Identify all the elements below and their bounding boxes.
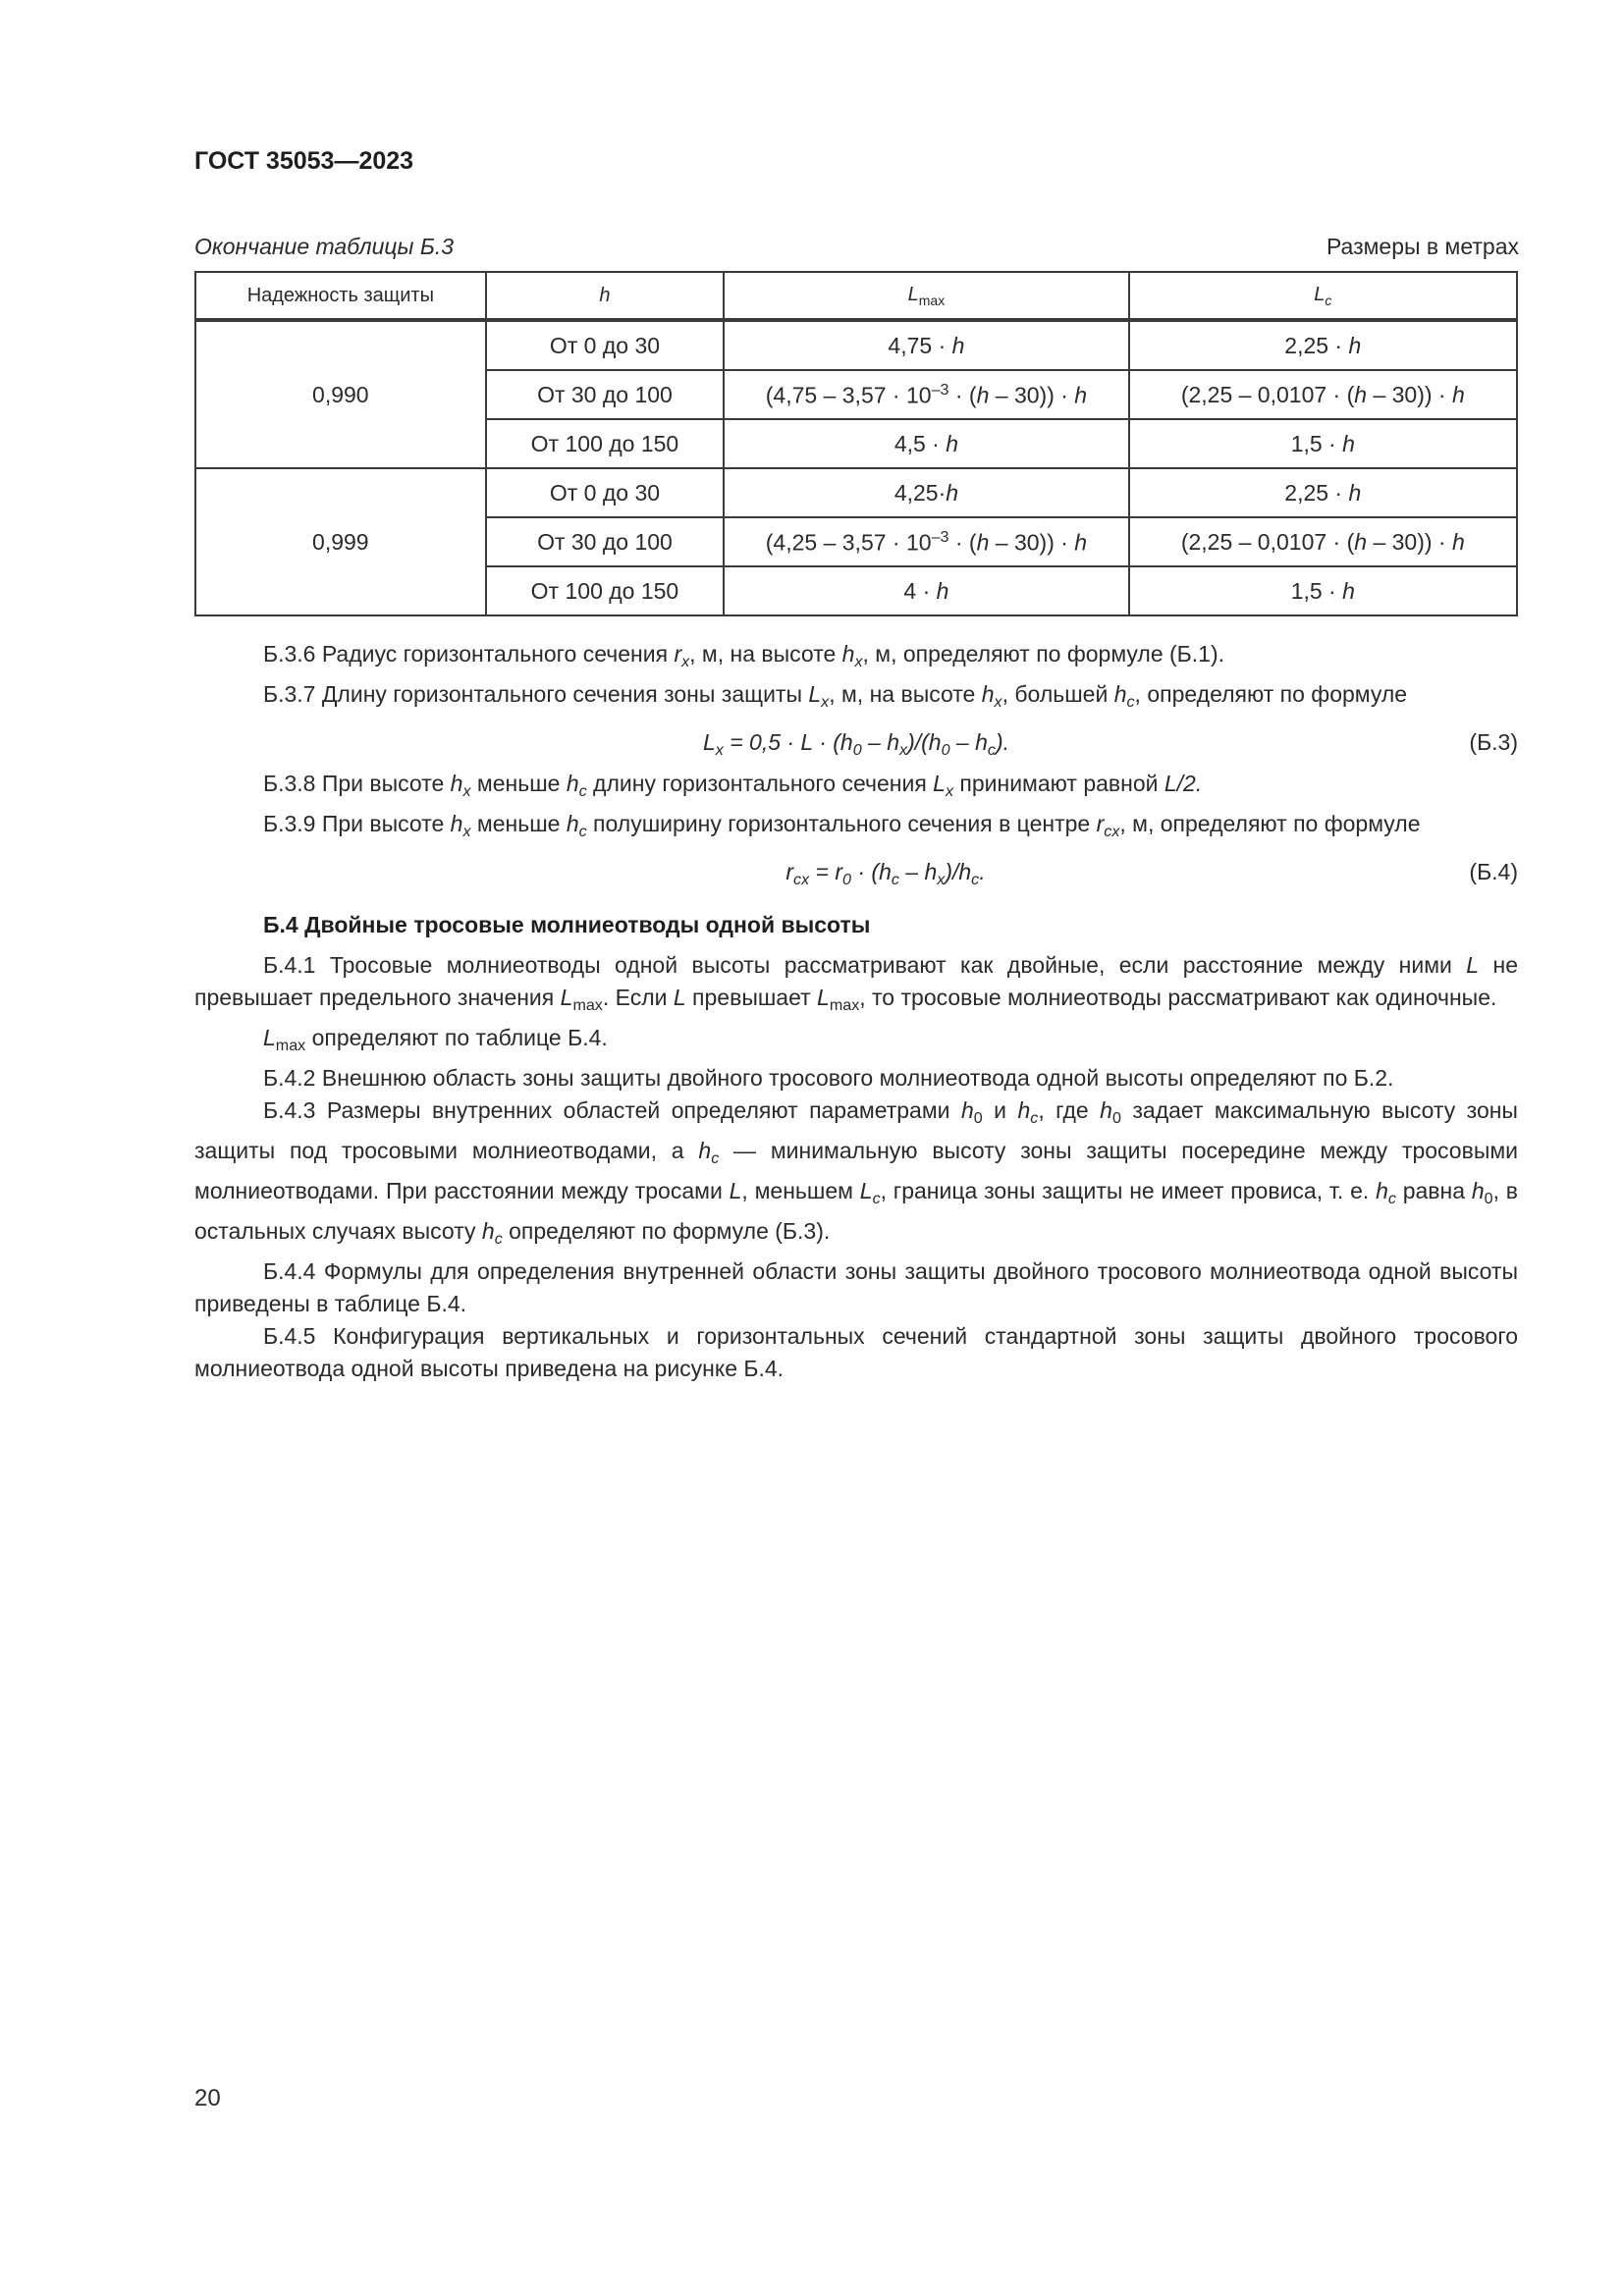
lc-cell: (2,25 – 0,0107 · (h – 30)) · h — [1129, 517, 1517, 566]
table-row — [195, 320, 1517, 370]
lc-cell: 2,25 · h — [1129, 468, 1517, 517]
col-header-h: h — [486, 272, 725, 320]
lc-cell: (2,25 – 0,0107 · (h – 30)) · h — [1129, 370, 1517, 419]
equation-b4-expression: $r_{cx} = r_0 \cdot (h_c - h_x)/h_c$. — [785, 859, 986, 888]
paragraph-b3-8: Б.3.8 При высоте $h_x$ меньше $h_c$ длину горизонтального сечения $L_x$ принимают равной L/2. — [263, 771, 1203, 800]
lmax-cell: 4,25·h — [724, 468, 1128, 517]
lmax-cell: 4,5 · h — [724, 419, 1128, 468]
lmax-cell: 4,75 · h — [724, 320, 1128, 370]
paragraph-b4-3: Б.4.3 Размеры внутренних областей определяют параметрами $h_0$ и $h_c$, где $h_0$ задает максимальную высоту зоны защиты под тросовыми молниеотводами, а $h_c$ — минимальную высоту зоны защиты посередине между тросовыми молниеотводами. При расстоянии между тросами L, меньшем $L_c$, граница зоны защиты не имеет провиса, т. е. $h_c$ равна $h_0$, в остальных случаях высоту $h_c$ определяют по формуле (Б.3). — [194, 1097, 1519, 1248]
section-b4-title: Б.4 Двойные тросовые молниеотводы одной высоты — [263, 912, 871, 937]
table-caption: Окончание таблицы Б.3 — [194, 234, 455, 259]
paragraph-b4-5: Б.4.5 Конфигурация вертикальных и горизонтальных сечений стандартной зоны защиты двойного тросового молниеотвода одной высоты приведена на рисунке Б.4. — [194, 1323, 1518, 1381]
table-row — [195, 468, 1517, 517]
lmax-cell: $(4,25 - 3,57 \cdot 10^{-3} \cdot (h - 30)) \cdot h$ — [724, 517, 1128, 566]
page-number: 20 — [194, 2085, 221, 2111]
parameters-table — [194, 271, 1518, 616]
standard-header: ГОСТ 35053—2023 — [194, 147, 414, 175]
h-cell: От 100 до 150 — [486, 566, 725, 615]
equation-b3 — [194, 721, 1518, 766]
col-header-lmax: $L_{max}$ — [724, 272, 1128, 320]
equation-b3-expression: $L_x = 0,5 \cdot L \cdot (h_0 - h_x)/(h_0 - h_c)$. — [702, 729, 1010, 759]
lc-cell: 2,25 · h — [1129, 320, 1517, 370]
lmax-cell: $(4,75 - 3,57 \cdot 10^{-3} \cdot (h - 30)) \cdot h$ — [724, 370, 1128, 419]
reliability-cell: 0,999 — [195, 468, 486, 615]
col-header-lc: $L_c$ — [1129, 272, 1517, 320]
paragraph-b3-6: Б.3.6 Радиус горизонтального сечения $r_x$, м, на высоте $h_x$, м, определяют по формуле (Б.1). — [263, 641, 1224, 670]
table-units: Размеры в метрах — [1326, 234, 1519, 259]
paragraph-b4-4: Б.4.4 Формулы для определения внутренней области зоны защиты двойного тросового молниеотвода одной высоты приведены в таблице Б.4. — [194, 1258, 1518, 1316]
body-text — [194, 638, 1518, 1385]
h-cell: От 30 до 100 — [486, 370, 725, 419]
paragraph-b4-1: Б.4.1 Тросовые молниеотводы одной высоты рассматривают как двойные, если расстояние между ними L не превышает предельного значения $L_{max}$. Если L превышает $L_{max}$, то тросовые молниеотводы рассматривают как одиночные. — [194, 952, 1519, 1014]
h-cell: От 30 до 100 — [486, 517, 725, 566]
reliability-cell: 0,990 — [195, 320, 486, 468]
paragraph-b3-9: Б.3.9 При высоте $h_x$ меньше $h_c$ полуширину горизонтального сечения в центре $r_{cx}$, м, определяют по формуле — [263, 811, 1421, 840]
table-header-row — [195, 272, 1517, 320]
paragraph-b3-7: Б.3.7 Длину горизонтального сечения зоны защиты $L_x$, м, на высоте $h_x$, большей $h_c$, определяют по формуле — [263, 681, 1408, 711]
lc-cell: 1,5 · h — [1129, 566, 1517, 615]
lc-cell: 1,5 · h — [1129, 419, 1517, 468]
col-header-reliability: Надежность защиты — [195, 272, 486, 320]
equation-b4-number: (Б.4) — [1469, 859, 1518, 884]
h-cell: От 100 до 150 — [486, 419, 725, 468]
h-cell: От 0 до 30 — [486, 320, 725, 370]
lmax-cell: 4 · h — [724, 566, 1128, 615]
paragraph-b4-2: Б.4.2 Внешнюю область зоны защиты двойного тросового молниеотвода одной высоты определяют по Б.2. — [263, 1065, 1394, 1091]
equation-b3-number: (Б.3) — [1469, 729, 1518, 755]
h-cell: От 0 до 30 — [486, 468, 725, 517]
equation-b4 — [194, 850, 1518, 895]
paragraph-lmax: $L_{max}$ определяют по таблице Б.4. — [263, 1025, 608, 1054]
